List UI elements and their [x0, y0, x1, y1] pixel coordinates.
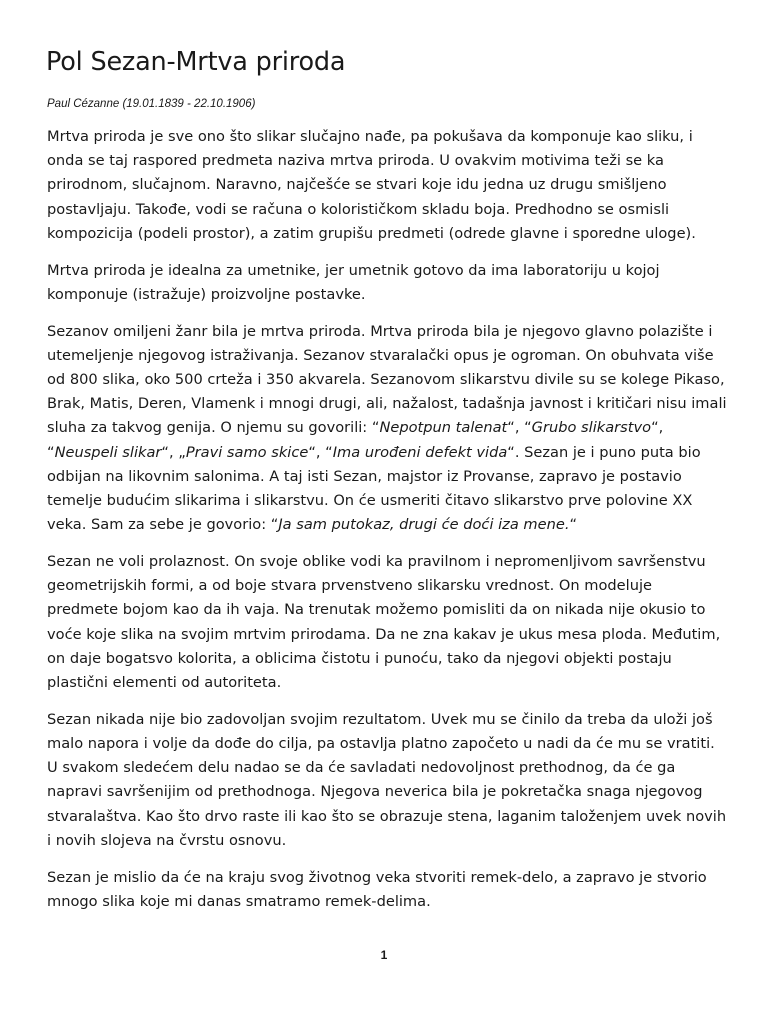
text-line [47, 222, 727, 246]
text-run: “ [569, 516, 578, 534]
text-line [47, 890, 727, 914]
text-run: veka. Sam za sebe je govorio: “ [47, 516, 279, 534]
text-run: “ [47, 443, 55, 461]
text-run: i novih slojeva na čvrstu osnovu. [47, 831, 287, 849]
text-run: napravi savršenijim od prethodnoga. Njegova neverica bila je pokretačka snaga njegovog [47, 783, 703, 801]
text-run: Sezan je mislio da će na kraju svog životnog veka stvoriti remek-delo, a zapravo je stvorio [47, 868, 707, 886]
text-run: Mrtva priroda je idealna za umetnike, jer umetnik gotovo da ima laboratoriju u kojoj [47, 261, 660, 279]
text-line [47, 149, 727, 173]
paragraph [47, 550, 727, 695]
text-line [47, 198, 727, 222]
text-run: odbijan na likovnim salonima. A taj isti Sezan, majstor iz Provanse, zapravo je postavio [47, 467, 682, 485]
body-text [47, 125, 727, 927]
text-run: “, “ [308, 443, 333, 461]
italic-quote: Neuspeli slikar [54, 443, 162, 461]
paragraph [47, 259, 727, 307]
text-line [47, 259, 727, 283]
text-run: predmete bojom kao da ih vaja. Na trenutak možemo pomisliti da on nikada nije okusio to [47, 601, 706, 619]
text-line [47, 866, 727, 890]
text-line [47, 647, 727, 671]
text-line [47, 320, 727, 344]
text-line [47, 780, 727, 804]
text-run: U svakom sledećem delu nadao se da će savladati nedovoljnost prethodnog, da će ga [47, 759, 676, 777]
text-run: komponuje (istražuje) proizvoljne postavke. [47, 285, 366, 303]
paragraph [47, 708, 727, 853]
text-run: Mrtva priroda je sve ono što slikar slučajno nađe, pa pokušava da komponuje kao sliku, i [47, 128, 693, 145]
text-run: utemeljenje njegovog istraživanja. Sezanov stvaralački opus je ogroman. On obuhvata više [47, 346, 714, 364]
text-line [47, 465, 727, 489]
text-run: onda se taj raspored predmeta naziva mrtva priroda. U ovakvim motivima teži se ka [47, 152, 664, 170]
text-line [47, 416, 727, 440]
text-line [47, 756, 727, 780]
paragraph [47, 866, 727, 914]
text-run: on daje bogatsvo kolorita, a oblicima čistotu i punoću, tako da njegovi objekti postaju [47, 649, 672, 667]
text-line [47, 283, 727, 307]
text-run: geometrijskih formi, a od boje stvara prvenstveno slikarsku vrednost. On modeluje [47, 577, 652, 595]
text-run: stvaralaštva. Kao što drvo raste ili kao što se obrazuje stena, laganim taloženjem uvek novih [47, 807, 727, 825]
text-run: sluha za takvog genija. O njemu su govorili: “ [47, 419, 380, 437]
italic-quote: Pravi samo skice [185, 443, 309, 461]
author-dates-subtitle: Paul Cézanne (19.01.1839 - 22.10.1906) [47, 98, 256, 110]
text-line [47, 829, 727, 853]
text-line [47, 344, 727, 368]
text-line [47, 368, 727, 392]
italic-quote: Grubo slikarstvo [531, 419, 652, 437]
text-run: Sezanov omiljeni žanr bila je mrtva priroda. Mrtva priroda bila je njegovo glavno polazište i [47, 322, 713, 340]
text-run: Sezan ne voli prolaznost. On svoje oblike vodi ka pravilnom i nepromenljivom savršenstvu [47, 553, 706, 571]
text-run: “, „ [161, 443, 186, 461]
text-line [47, 623, 727, 647]
text-line [47, 125, 727, 149]
text-run: kompozicija (podeli prostor), a zatim grupišu predmeti (odrede glavne i sporedne uloge). [47, 224, 696, 242]
text-run: Sezan nikada nije bio zadovoljan svojim rezultatom. Uvek mu se činilo da treba da uloži još [47, 710, 713, 728]
page-number: 1 [380, 948, 388, 962]
text-run: od 800 slika, oko 500 crteža i 350 akvarela. Sezanovom slikarstvu divile su se kolege Pikaso, [47, 371, 725, 389]
text-line [47, 513, 727, 537]
text-run: temelje budućim slikarima i slikarstvu. On će usmeriti čitavo slikarstvo prve polovine XX [47, 492, 693, 510]
text-run: malo napora i volje da dođe do cilja, pa ostavlja platno započeto u nadi da će mu se vratiti. [47, 735, 715, 753]
text-run: “, [651, 419, 664, 437]
text-run: plastični elementi od autoriteta. [47, 674, 282, 692]
text-run: voće koje slika na svojim mrtvim prirodama. Da ne zna kakav je ukus mesa ploda. Međutim, [47, 625, 721, 643]
text-line [47, 441, 727, 465]
text-line [47, 598, 727, 622]
text-run: “. Sezan je i puno puta bio [507, 443, 701, 461]
italic-quote: Ja sam putokaz, drugi će doći iza mene. [278, 516, 570, 534]
page-title: Pol Sezan-Mrtva priroda [46, 47, 346, 77]
text-run: postavljaju. Takođe, vodi se računa o kolorističkom skladu boja. Predhodno se osmisli [47, 200, 670, 218]
text-line [47, 392, 727, 416]
text-line [47, 671, 727, 695]
text-line [47, 489, 727, 513]
text-line [47, 574, 727, 598]
text-line [47, 550, 727, 574]
text-line [47, 805, 727, 829]
italic-quote: Nepotpun talenat [379, 419, 508, 437]
paragraph [47, 125, 727, 246]
text-run: “, “ [507, 419, 532, 437]
text-line [47, 732, 727, 756]
text-run: mnogo slika koje mi danas smatramo remek-delima. [47, 892, 431, 910]
italic-quote: Ima urođeni defekt vida [332, 443, 508, 461]
text-line [47, 173, 727, 197]
text-run: prirodnom, slučajnom. Naravno, najčešće se stvari koje idu jedna uz drugu smišljeno [47, 176, 667, 194]
paragraph [47, 320, 727, 538]
text-line [47, 708, 727, 732]
text-run: Brak, Matis, Deren, Vlamenk i mnogi drugi, ali, nažalost, tadašnja javnost i kritičari nisu imali [47, 395, 727, 413]
